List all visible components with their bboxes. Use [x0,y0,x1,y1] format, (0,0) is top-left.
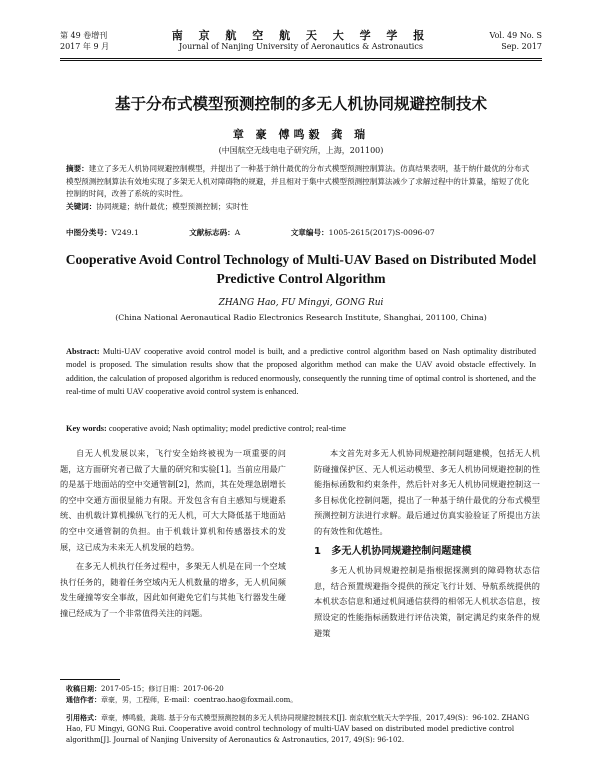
body-paragraph: 多无人机协同规避控制是指根据探测到的障碍物状态信息，结合预置规避指令提供的预定飞行计划、导航系统提供的本机状态信息和通过机间通信获得的相邻无人机状态信息，按照设定的性能指标函数进行评估决策，制定满足约束条件的规避策 [314,565,540,638]
classification-line [66,227,536,238]
header-right [490,30,542,52]
volume-zh: 第 49 卷增刊 [60,31,108,40]
keywords-en: cooperative avoid; Nash optimality; model predictive control; real-time [108,424,346,433]
journal-name-zh: 南 京 航 空 航 天 大 学 学 报 [171,29,431,42]
date-zh: 2017 年 9 月 [60,42,110,51]
clc-number: 中图分类号：V249.1 [66,228,139,237]
body-paragraph: 在多无人机执行任务过程中，多架无人机是在同一个空域执行任务的，随着任务空域内无人机数量的增多，无人机间频发生碰撞等安全事故，因此如何避免它们与其他飞行器发生碰撞已经成为了一个非常值得关注的问题。 [60,561,286,618]
date-en: Sep. 2017 [501,42,542,51]
document-code: 文献标志码：A [189,228,241,237]
body-paragraph: 自无人机发展以来，飞行安全始终被视为一项重要的问题，这方面研究者已做了大量的研究和实验[1]。当前应用最广的是基于地面站的空中交通管制[2]，然而，其在处理急剧增长的空中交通方面很显能力有限。开发包含有自主感知与规避系统、由机载计算机操纵飞行的无人机，可大大降低基于地面站的空中交通管制的负担。由于机载计算机和传感器技术的发展，这已成为未来无人机发展的趋势。 [60,448,286,552]
abstract-zh-text: 建立了多无人机协同规避控制模型，并提出了一种基于纳什最优的分布式模型预测控制算法。仿真结果表明，基于纳什最优的分布式模型预测控制算法有效地实现了多架无人机对障碍物的规避，并且相对于集中式模型预测控制算法减少了求解过程中的计算量，缩短了优化控制的时间，改善了系统的实时性。 [66,164,530,198]
section-number: 1 [314,545,321,557]
abstract-en-label: Abstract: [66,347,100,356]
running-header [60,30,542,54]
paper-title-zh: 基于分布式模型预测控制的多无人机协同规避控制技术 [114,95,487,113]
authors-en: ZHANG Hao, FU Mingyi, GONG Rui [218,298,384,308]
authors-zh: 章 豪 傅鸣毅 龚 瑞 [232,128,370,141]
footnote-rule [60,679,120,680]
footnote-citation: 引用格式：章豪，傅鸣毅，龚瑞. 基于分布式模型预测控制的多无人机协同规避控制技术[J]. 南京航空航天大学学报，2017,49(S)：96-102. ZHANG Hao, FU Mingyi, GONG Rui. Cooperative avoid control technology of multi-UAV based on distributed model predictive control algorithm[J]. Journal of Nanjing University of Aeronautics & Astronautics, 2017, 49(S): 96-102. [66,714,530,744]
footnote-corresponding: 通信作者：章豪，男，工程师，E-mail：coentrao.hao@foxmail.com。 [66,696,298,704]
citation-en: ZHANG Hao, FU Mingyi, GONG Rui. Cooperative avoid control technology of multi-UAV based on distributed model predictive control algorithm[J]. Journal of Nanjing University of Aeronautics & Astronautics, 2017, 49(S): 96-102. [66,714,530,744]
abstract-zh-label: 摘要： [66,164,89,173]
keywords-en-line [66,424,536,433]
keywords-zh-label: 关键词： [66,201,97,211]
body-column-left [60,446,286,626]
article-id: 文章编号：1005-2615(2017)S-0096-07 [290,228,435,237]
abstract-en [66,345,536,399]
footnote-received: 收稿日期：2017-05-15；修订日期：2017-06-20 [66,685,224,693]
abstract-en-text: Multi-UAV cooperative avoid control model is built, and a predictive control algorithm based on Nash optimality distributed model is proposed. The simulation results show that the proposed algorithm method can make the UAV avoid obstacle effectively. In addition, the calculation of proposed algorithm is reduced enormously, consequently the running time of optimal control is shortened, and the real-time of multi UAV cooperative avoid control system is enhanced. [66,347,536,397]
body-column-right [314,446,540,645]
header-rule [60,58,542,61]
volume-en: Vol. 49 No. S [489,31,542,40]
paper-title-en: Cooperative Avoid Control Technology of Multi-UAV Based on Distributed Model Predictive Control Algorithm [65,252,537,286]
section-heading [314,544,540,560]
header-center [60,30,542,52]
keywords-en-label: Key words: [66,424,107,433]
affiliation-en: (China National Aeronautical Radio Electronics Research Institute, Shanghai, 201100, China) [115,313,487,322]
citation-zh: 章豪，傅鸣毅，龚瑞. 基于分布式模型预测控制的多无人机协同规避控制技术[J]. 南京航空航天大学学报，2017,49(S)：96-102. [101,714,500,722]
journal-name-en: Journal of Nanjing University of Aeronautics & Astronautics [179,42,423,51]
body-paragraph: 本文首先对多无人机协同规避控制问题建模，包括无人机防碰撞保护区、无人机运动模型、多无人机协同规避控制的性能指标函数和约束条件，然后针对多无人机协同规避控制这一多目标优化控制问题，提出了一种基于纳什最优的分布式模型预测控制方法进行求解。最后通过仿真实验验证了所提出方法的有效性和优越性。 [314,448,540,536]
affiliation-zh: (中国航空无线电电子研究所，上海，201100) [218,146,384,155]
keywords-zh: 协同规避；纳什最优；模型预测控制；实时性 [96,201,249,211]
section-title: 多无人机协同规避控制问题建模 [331,545,472,557]
abstract-zh [66,163,536,213]
